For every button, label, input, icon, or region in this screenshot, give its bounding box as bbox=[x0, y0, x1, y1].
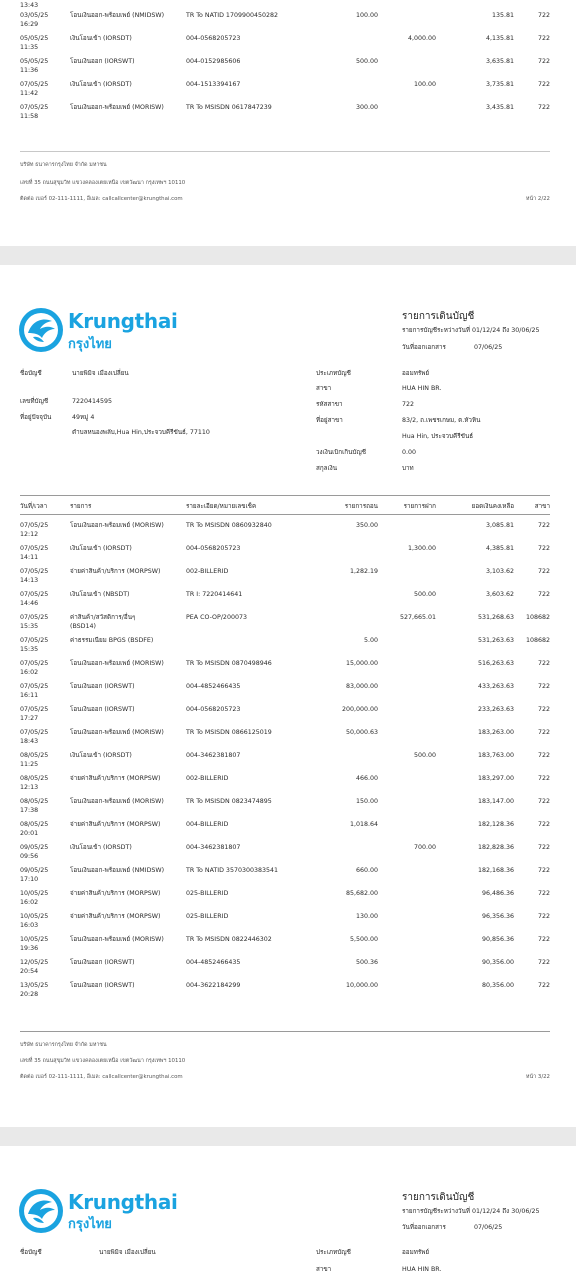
page-number: หน้า 2/22 bbox=[525, 196, 550, 202]
row-description: เงินโอนเข้า (NBSDT) bbox=[70, 591, 130, 598]
col-reference: รายละเอียด/หมายเลขเช็ค bbox=[186, 503, 257, 510]
row-balance: 183,297.00 bbox=[477, 775, 514, 782]
row-balance: 3,735.81 bbox=[485, 81, 514, 88]
row-branch: 722 bbox=[537, 12, 550, 19]
row-reference: TR I: 7220414641 bbox=[186, 591, 243, 598]
row-description: จ่ายค่าสินค้า/บริการ (MORPSW) bbox=[70, 775, 161, 782]
row-debit: 10,000.00 bbox=[345, 982, 378, 989]
row-branch: 722 bbox=[537, 545, 550, 552]
row-date: 09/05/25 bbox=[20, 844, 49, 851]
row-balance: 183,763.00 bbox=[477, 752, 514, 759]
row-time: 18:43 bbox=[20, 738, 39, 745]
statement-period: รายการบัญชีระหว่างวันที่ 01/12/24 ถึง 30/06/25 bbox=[402, 1208, 540, 1215]
row-debit: 1,282.19 bbox=[349, 568, 378, 575]
row-debit: 83,000.00 bbox=[345, 683, 378, 690]
col-debit: รายการถอน bbox=[344, 503, 378, 510]
row-time: 15:35 bbox=[20, 646, 39, 653]
row-description: โอนเงินออก-พร้อมเพย์ (MORISW) bbox=[70, 729, 164, 736]
row-reference: 002-BILLERID bbox=[186, 775, 229, 782]
row-branch: 722 bbox=[537, 683, 550, 690]
row-branch: 722 bbox=[537, 867, 550, 874]
row-time: 15:35 bbox=[20, 623, 39, 630]
row-branch: 722 bbox=[537, 798, 550, 805]
info-value: นายพิมิจ เมืองเปลี่ยน bbox=[72, 370, 129, 377]
row-time: 20:28 bbox=[20, 991, 39, 998]
row-description: โอนเงินออก-พร้อมเพย์ (NMIDSW) bbox=[70, 12, 165, 19]
info-label: ประเภทบัญชี bbox=[316, 370, 351, 377]
row-debit: 50,000.63 bbox=[345, 729, 378, 736]
info-label: ที่อยู่สาขา bbox=[316, 417, 343, 424]
row-reference: 004-0152985606 bbox=[186, 58, 241, 65]
row-debit: 660.00 bbox=[355, 867, 378, 874]
row-time: 20:01 bbox=[20, 830, 39, 837]
row-time: 19:36 bbox=[20, 945, 39, 952]
row-branch: 722 bbox=[537, 660, 550, 667]
row-debit: 500.36 bbox=[355, 959, 378, 966]
row-date: 07/05/25 bbox=[20, 683, 49, 690]
row-description: โอนเงินออก (IORSWT) bbox=[70, 58, 135, 65]
row-time: 14:11 bbox=[20, 554, 39, 561]
row-description: โอนเงินออก (IORSWT) bbox=[70, 683, 135, 690]
row-reference: 025-BILLERID bbox=[186, 890, 229, 897]
row-reference: 002-BILLERID bbox=[186, 568, 229, 575]
info-value: 7220414595 bbox=[72, 398, 113, 405]
brand-name-th: กรุงไทย bbox=[68, 1217, 112, 1232]
row-balance: 182,828.36 bbox=[477, 844, 514, 851]
statement-period: รายการบัญชีระหว่างวันที่ 01/12/24 ถึง 30/06/25 bbox=[402, 327, 540, 334]
row-time: 12:13 bbox=[20, 784, 39, 791]
row-description: โอนเงินออก-พร้อมเพย์ (MORISW) bbox=[70, 104, 164, 111]
row-date: 13/05/25 bbox=[20, 982, 49, 989]
row-credit: 1,300.00 bbox=[407, 545, 436, 552]
row-date: 08/05/25 bbox=[20, 821, 49, 828]
row-time: 11:42 bbox=[20, 90, 39, 97]
row-credit: 527,665.01 bbox=[399, 614, 436, 621]
row-time: 16:29 bbox=[20, 21, 39, 28]
row-debit: 150.00 bbox=[355, 798, 378, 805]
info-value: 83/2, ถ.เพชรเกษม, ต.หัวหิน bbox=[402, 417, 481, 424]
krungthai-logo bbox=[18, 1188, 64, 1234]
row-branch: 722 bbox=[537, 81, 550, 88]
row-description: เงินโอนเข้า (IORSDT) bbox=[70, 81, 132, 88]
statement-title: รายการเดินบัญชี bbox=[402, 1192, 475, 1203]
row-time: 20:54 bbox=[20, 968, 39, 975]
row-debit: 300.00 bbox=[355, 104, 378, 111]
row-debit: 5,500.00 bbox=[349, 936, 378, 943]
row-balance: 135.81 bbox=[491, 12, 514, 19]
row-branch: 722 bbox=[537, 58, 550, 65]
row-date: 07/05/25 bbox=[20, 660, 49, 667]
account-name-label: ชื่อบัญชี bbox=[20, 1249, 42, 1256]
row-time: 11:25 bbox=[20, 761, 39, 768]
info-label: วงเงินเบิกเกินบัญชี bbox=[316, 449, 367, 456]
row-date: 07/05/25 bbox=[20, 81, 49, 88]
row-description: โอนเงินออก (IORSWT) bbox=[70, 959, 135, 966]
issue-date: 07/06/25 bbox=[474, 344, 503, 351]
row-balance: 90,356.00 bbox=[481, 959, 514, 966]
col-branch: สาขา bbox=[534, 503, 550, 510]
row-branch: 722 bbox=[537, 752, 550, 759]
row-balance: 182,168.36 bbox=[477, 867, 514, 874]
row-debit: 85,682.00 bbox=[345, 890, 378, 897]
row-date: 07/05/25 bbox=[20, 614, 49, 621]
row-description: จ่ายค่าสินค้า/บริการ (MORPSW) bbox=[70, 890, 161, 897]
row-time: 17:10 bbox=[20, 876, 39, 883]
row-date: 03/05/25 bbox=[20, 12, 49, 19]
row-branch: 722 bbox=[537, 729, 550, 736]
row-reference: TR To NATID 1709900450282 bbox=[186, 12, 279, 19]
info-value: 722 bbox=[402, 401, 415, 408]
row-reference: TR To MSISDN 0823474895 bbox=[186, 798, 272, 805]
row-time: 14:46 bbox=[20, 600, 39, 607]
row-balance: 433,263.63 bbox=[477, 683, 514, 690]
statement-title: รายการเดินบัญชี bbox=[402, 311, 475, 322]
row-description: ค่าธรรมเนียม BPGS (BSDFE) bbox=[70, 637, 154, 644]
row-balance: 3,085.81 bbox=[485, 522, 514, 529]
row-reference: PEA CO-OP/200073 bbox=[186, 614, 247, 621]
row-balance: 3,635.81 bbox=[485, 58, 514, 65]
row-date: 07/05/25 bbox=[20, 591, 49, 598]
row-credit: 500.00 bbox=[413, 591, 436, 598]
divider bbox=[20, 151, 550, 152]
row-description: จ่ายค่าสินค้า/บริการ (MORPSW) bbox=[70, 568, 161, 575]
statement-page-4 bbox=[0, 1146, 576, 1280]
row-balance: 80,356.00 bbox=[481, 982, 514, 989]
info-label: เลขที่บัญชี bbox=[20, 398, 49, 405]
statement-page-3 bbox=[0, 265, 576, 1127]
row-reference: 004-1513394167 bbox=[186, 81, 241, 88]
row-time: 16:11 bbox=[20, 692, 39, 699]
row-description: เงินโอนเข้า (IORSDT) bbox=[70, 545, 132, 552]
row-date: 12/05/25 bbox=[20, 959, 49, 966]
row-time: 17:38 bbox=[20, 807, 39, 814]
row-reference: 025-BILLERID bbox=[186, 913, 229, 920]
row-balance: 3,603.62 bbox=[485, 591, 514, 598]
bird-emblem-icon bbox=[18, 1188, 64, 1234]
row-description: จ่ายค่าสินค้า/บริการ (MORPSW) bbox=[70, 821, 161, 828]
row-time: 14:13 bbox=[20, 577, 39, 584]
row-reference: 004-0568205723 bbox=[186, 35, 241, 42]
account-name-value: นายพิมิจ เมืองเปลี่ยน bbox=[99, 1249, 156, 1256]
row-date: 07/05/25 bbox=[20, 545, 49, 552]
row-debit: 466.00 bbox=[355, 775, 378, 782]
row-time: 12:12 bbox=[20, 531, 39, 538]
row-description: โอนเงินออก-พร้อมเพย์ (MORISW) bbox=[70, 660, 164, 667]
row-balance: 4,385.81 bbox=[485, 545, 514, 552]
row-description: โอนเงินออก-พร้อมเพย์ (MORISW) bbox=[70, 522, 164, 529]
row-balance: 183,147.00 bbox=[477, 798, 514, 805]
row-date: 08/05/25 bbox=[20, 798, 49, 805]
row-credit: 100.00 bbox=[413, 81, 436, 88]
row-date: 08/05/25 bbox=[20, 775, 49, 782]
row-time: 16:02 bbox=[20, 899, 39, 906]
row-balance: 3,435.81 bbox=[485, 104, 514, 111]
col-datetime: วันที่/เวลา bbox=[20, 503, 48, 510]
branch-label: สาขา bbox=[316, 1266, 332, 1273]
row-branch: 722 bbox=[537, 35, 550, 42]
row-branch: 722 bbox=[537, 821, 550, 828]
row-balance: 531,263.63 bbox=[477, 637, 514, 644]
row-date: 07/05/25 bbox=[20, 522, 49, 529]
footer-company: บริษัท ธนาคารกรุงไทย จำกัด มหาชน bbox=[20, 1042, 107, 1048]
col-balance: ยอดเงินคงเหลือ bbox=[471, 503, 514, 510]
row-reference: 004-3462381807 bbox=[186, 752, 241, 759]
row-date: 10/05/25 bbox=[20, 890, 49, 897]
brand-name-en: Krungthai bbox=[68, 309, 178, 333]
col-credit: รายการฝาก bbox=[403, 503, 436, 510]
row-branch: 722 bbox=[537, 522, 550, 529]
divider bbox=[20, 1031, 550, 1032]
row-description: โอนเงินออก (IORSWT) bbox=[70, 982, 135, 989]
row-reference: 004-3622184299 bbox=[186, 982, 241, 989]
row-time: 16:03 bbox=[20, 922, 39, 929]
row-time: 11:35 bbox=[20, 44, 39, 51]
row-description: โอนเงินออก-พร้อมเพย์ (MORISW) bbox=[70, 798, 164, 805]
divider bbox=[20, 495, 550, 496]
info-value: บาท bbox=[402, 465, 414, 472]
row-branch: 722 bbox=[537, 936, 550, 943]
row-credit: 500.00 bbox=[413, 752, 436, 759]
branch-value: HUA HIN BR. bbox=[402, 1266, 442, 1273]
row-reference: TR To MSISDN 0822446302 bbox=[186, 936, 272, 943]
row-debit: 1,018.64 bbox=[349, 821, 378, 828]
row-branch: 722 bbox=[537, 982, 550, 989]
row-debit: 350.00 bbox=[355, 522, 378, 529]
row-description: เงินโอนเข้า (IORSDT) bbox=[70, 752, 132, 759]
row-branch: 722 bbox=[537, 591, 550, 598]
row-reference: 004-4852466435 bbox=[186, 959, 241, 966]
row-debit: 500.00 bbox=[355, 58, 378, 65]
info-value: 0.00 bbox=[402, 449, 417, 456]
row-date: 10/05/25 bbox=[20, 936, 49, 943]
row-date: 05/05/25 bbox=[20, 35, 49, 42]
row-reference: TR To MSISDN 0617847239 bbox=[186, 104, 272, 111]
footer-address: เลขที่ 35 ถนนสุขุมวิท แขวงคลองเตยเหนือ เขตวัฒนา กรุงเทพฯ 10110 bbox=[20, 180, 186, 186]
account-type-label: ประเภทบัญชี bbox=[316, 1249, 351, 1256]
footer-contact: ติดต่อ เบอร์ 02-111-1111, อีเมล: callcallcenter@krungthai.com bbox=[20, 196, 183, 202]
row-date: 07/05/25 bbox=[20, 729, 49, 736]
row-balance: 233,263.63 bbox=[477, 706, 514, 713]
row-time: 17:27 bbox=[20, 715, 39, 722]
page-number: หน้า 3/22 bbox=[525, 1074, 550, 1080]
row-balance: 90,856.36 bbox=[481, 936, 514, 943]
issue-label: วันที่ออกเอกสาร bbox=[402, 1224, 446, 1231]
col-description: รายการ bbox=[70, 503, 92, 510]
row-reference: TR To MSISDN 0860932840 bbox=[186, 522, 272, 529]
info-value: ออมทรัพย์ bbox=[402, 370, 430, 377]
statement-page-2 bbox=[0, 0, 576, 246]
row-balance: 4,135.81 bbox=[485, 35, 514, 42]
row-reference: 004-3462381807 bbox=[186, 844, 241, 851]
row-reference: 004-4852466435 bbox=[186, 683, 241, 690]
row-debit: 100.00 bbox=[355, 12, 378, 19]
row-time: 13:43 bbox=[20, 2, 39, 9]
issue-date: 07/06/25 bbox=[474, 1224, 503, 1231]
row-time: 11:58 bbox=[20, 113, 39, 120]
row-branch: 108682 bbox=[525, 637, 550, 644]
row-description: เงินโอนเข้า (IORSDT) bbox=[70, 35, 132, 42]
row-reference: 004-0568205723 bbox=[186, 706, 241, 713]
row-date: 05/05/25 bbox=[20, 58, 49, 65]
brand-name-th: กรุงไทย bbox=[68, 337, 112, 352]
row-debit: 200,000.00 bbox=[341, 706, 378, 713]
krungthai-logo bbox=[18, 307, 64, 353]
info-label: สกุลเงิน bbox=[316, 465, 338, 472]
row-reference: TR To MSISDN 0866125019 bbox=[186, 729, 272, 736]
row-credit: 700.00 bbox=[413, 844, 436, 851]
row-balance: 182,128.36 bbox=[477, 821, 514, 828]
info-value: Hua Hin, ประจวบคีรีขันธ์ bbox=[402, 433, 474, 440]
row-balance: 531,268.63 bbox=[477, 614, 514, 621]
info-value: HUA HIN BR. bbox=[402, 385, 442, 392]
info-value: ตำบลหนองพลับ,Hua Hin,ประจวบคีรีขันธ์, 77110 bbox=[72, 429, 210, 436]
row-description: โอนเงินออก (IORSWT) bbox=[70, 706, 135, 713]
row-debit: 5.00 bbox=[363, 637, 378, 644]
info-label: ที่อยู่ปัจจุบัน bbox=[20, 414, 52, 421]
issue-label: วันที่ออกเอกสาร bbox=[402, 344, 446, 351]
row-reference: TR To NATID 3570300383541 bbox=[186, 867, 279, 874]
row-branch: 722 bbox=[537, 775, 550, 782]
row-time: 09:56 bbox=[20, 853, 39, 860]
row-debit: 130.00 bbox=[355, 913, 378, 920]
account-type-value: ออมทรัพย์ bbox=[402, 1249, 430, 1256]
row-date: 10/05/25 bbox=[20, 913, 49, 920]
row-branch: 722 bbox=[537, 104, 550, 111]
row-description: ค่าสินค้า/สวัสดิการ/อื่นๆ bbox=[70, 614, 136, 621]
row-date: 07/05/25 bbox=[20, 568, 49, 575]
row-branch: 722 bbox=[537, 959, 550, 966]
row-description-line2: (BSD14) bbox=[70, 623, 96, 630]
row-reference: 004-0568205723 bbox=[186, 545, 241, 552]
row-reference: TR To MSISDN 0870498946 bbox=[186, 660, 272, 667]
info-label: สาขา bbox=[316, 385, 332, 392]
row-branch: 722 bbox=[537, 568, 550, 575]
row-date: 09/05/25 bbox=[20, 867, 49, 874]
footer-contact: ติดต่อ เบอร์ 02-111-1111, อีเมล: callcallcenter@krungthai.com bbox=[20, 1074, 183, 1080]
row-date: 07/05/25 bbox=[20, 104, 49, 111]
row-branch: 722 bbox=[537, 890, 550, 897]
row-date: 08/05/25 bbox=[20, 752, 49, 759]
row-credit: 4,000.00 bbox=[407, 35, 436, 42]
row-balance: 96,356.36 bbox=[481, 913, 514, 920]
row-branch: 108682 bbox=[525, 614, 550, 621]
row-description: โอนเงินออก-พร้อมเพย์ (NMIDSW) bbox=[70, 867, 165, 874]
divider bbox=[20, 514, 550, 515]
row-date: 07/05/25 bbox=[20, 637, 49, 644]
row-balance: 96,486.36 bbox=[481, 890, 514, 897]
row-balance: 3,103.62 bbox=[485, 568, 514, 575]
row-description: โอนเงินออก-พร้อมเพย์ (MORISW) bbox=[70, 936, 164, 943]
row-branch: 722 bbox=[537, 844, 550, 851]
row-balance: 183,263.00 bbox=[477, 729, 514, 736]
row-date: 07/05/25 bbox=[20, 706, 49, 713]
row-branch: 722 bbox=[537, 913, 550, 920]
row-time: 11:36 bbox=[20, 67, 39, 74]
row-branch: 722 bbox=[537, 706, 550, 713]
row-time: 16:02 bbox=[20, 669, 39, 676]
brand-name-en: Krungthai bbox=[68, 1190, 178, 1214]
info-label: รหัสสาขา bbox=[316, 401, 343, 408]
footer-address: เลขที่ 35 ถนนสุขุมวิท แขวงคลองเตยเหนือ เขตวัฒนา กรุงเทพฯ 10110 bbox=[20, 1058, 186, 1064]
row-description: จ่ายค่าสินค้า/บริการ (MORPSW) bbox=[70, 913, 161, 920]
row-description: เงินโอนเข้า (IORSDT) bbox=[70, 844, 132, 851]
footer-company: บริษัท ธนาคารกรุงไทย จำกัด มหาชน bbox=[20, 162, 107, 168]
row-reference: 004-BILLERID bbox=[186, 821, 229, 828]
bird-emblem-icon bbox=[18, 307, 64, 353]
info-label: ชื่อบัญชี bbox=[20, 370, 42, 377]
info-value: 49หมู่ 4 bbox=[72, 414, 95, 421]
row-debit: 15,000.00 bbox=[345, 660, 378, 667]
row-balance: 516,263.63 bbox=[477, 660, 514, 667]
